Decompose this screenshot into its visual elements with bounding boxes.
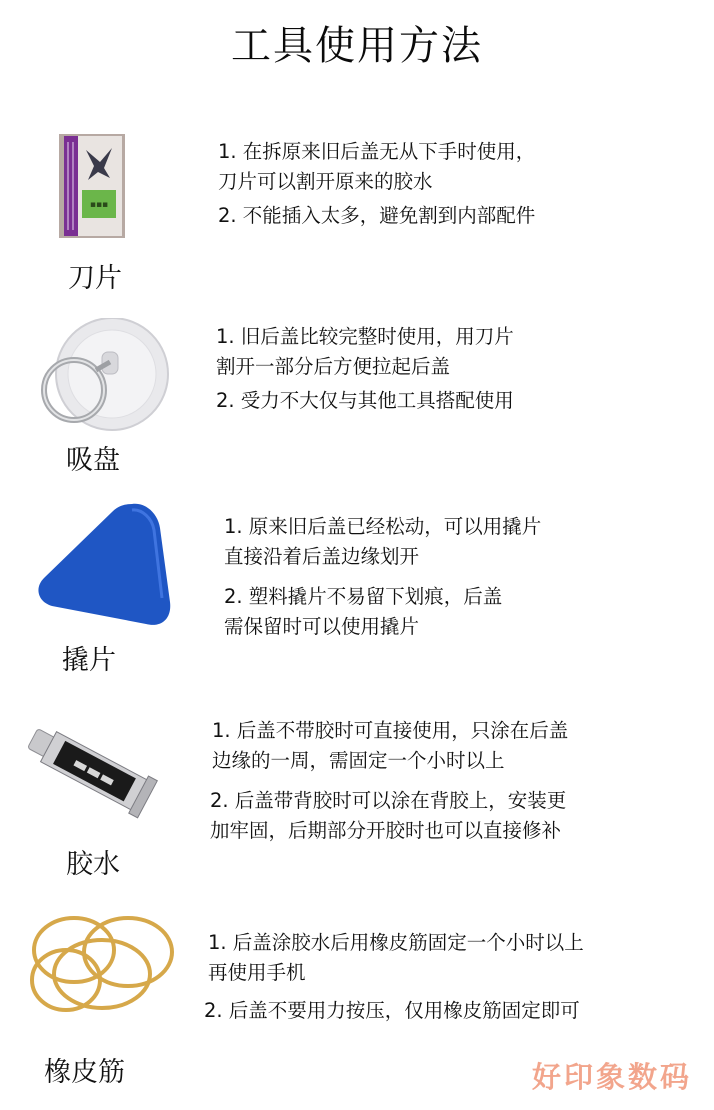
tool-step: 1. 后盖涂胶水后用橡皮筋固定一个小时以上 再使用手机 xyxy=(208,931,584,984)
suction-cup-icon xyxy=(28,318,172,438)
glue-tube-icon xyxy=(14,706,174,838)
svg-text:▪▪▪: ▪▪▪ xyxy=(89,200,109,210)
tool-step: 2. 不能插入太多，避免割到内部配件 xyxy=(218,204,536,227)
rubber-bands-icon xyxy=(24,910,180,1016)
tool-name: 刀片 xyxy=(68,263,122,294)
tool-step: 1. 原来旧后盖已经松动，可以用撬片 直接沿着后盖边缘划开 xyxy=(224,515,542,568)
tool-name: 撬片 xyxy=(62,645,116,676)
pry-pick-icon xyxy=(36,498,172,630)
svg-text:▬▬▬: ▬▬▬ xyxy=(69,752,119,791)
tool-step: 2. 塑料撬片不易留下划痕，后盖 需保留时可以使用撬片 xyxy=(224,585,503,638)
watermark: 好印象数码 xyxy=(531,1060,692,1094)
tool-step: 2. 后盖带背胶时可以涂在背胶上，安装更 加牢固，后期部分开胶时也可以直接修补 xyxy=(210,789,567,842)
razor-blade-pack-icon xyxy=(56,132,128,240)
tool-name: 胶水 xyxy=(66,849,120,880)
tool-name: 吸盘 xyxy=(66,445,120,476)
tool-name: 橡皮筋 xyxy=(44,1057,125,1088)
tool-step: 1. 在拆原来旧后盖无从下手时使用， 刀片可以割开原来的胶水 xyxy=(218,140,536,193)
tool-step: 2. 受力不大仅与其他工具搭配使用 xyxy=(216,389,514,412)
tool-step: 2. 后盖不要用力按压，仅用橡皮筋固定即可 xyxy=(204,999,580,1022)
tool-step: 1. 旧后盖比较完整时使用，用刀片 割开一部分后方便拉起后盖 xyxy=(216,325,514,378)
page-title: 工具使用方法 xyxy=(231,23,483,69)
tool-step: 1. 后盖不带胶时可直接使用，只涂在后盖 边缘的一周，需固定一个小时以上 xyxy=(212,719,569,772)
